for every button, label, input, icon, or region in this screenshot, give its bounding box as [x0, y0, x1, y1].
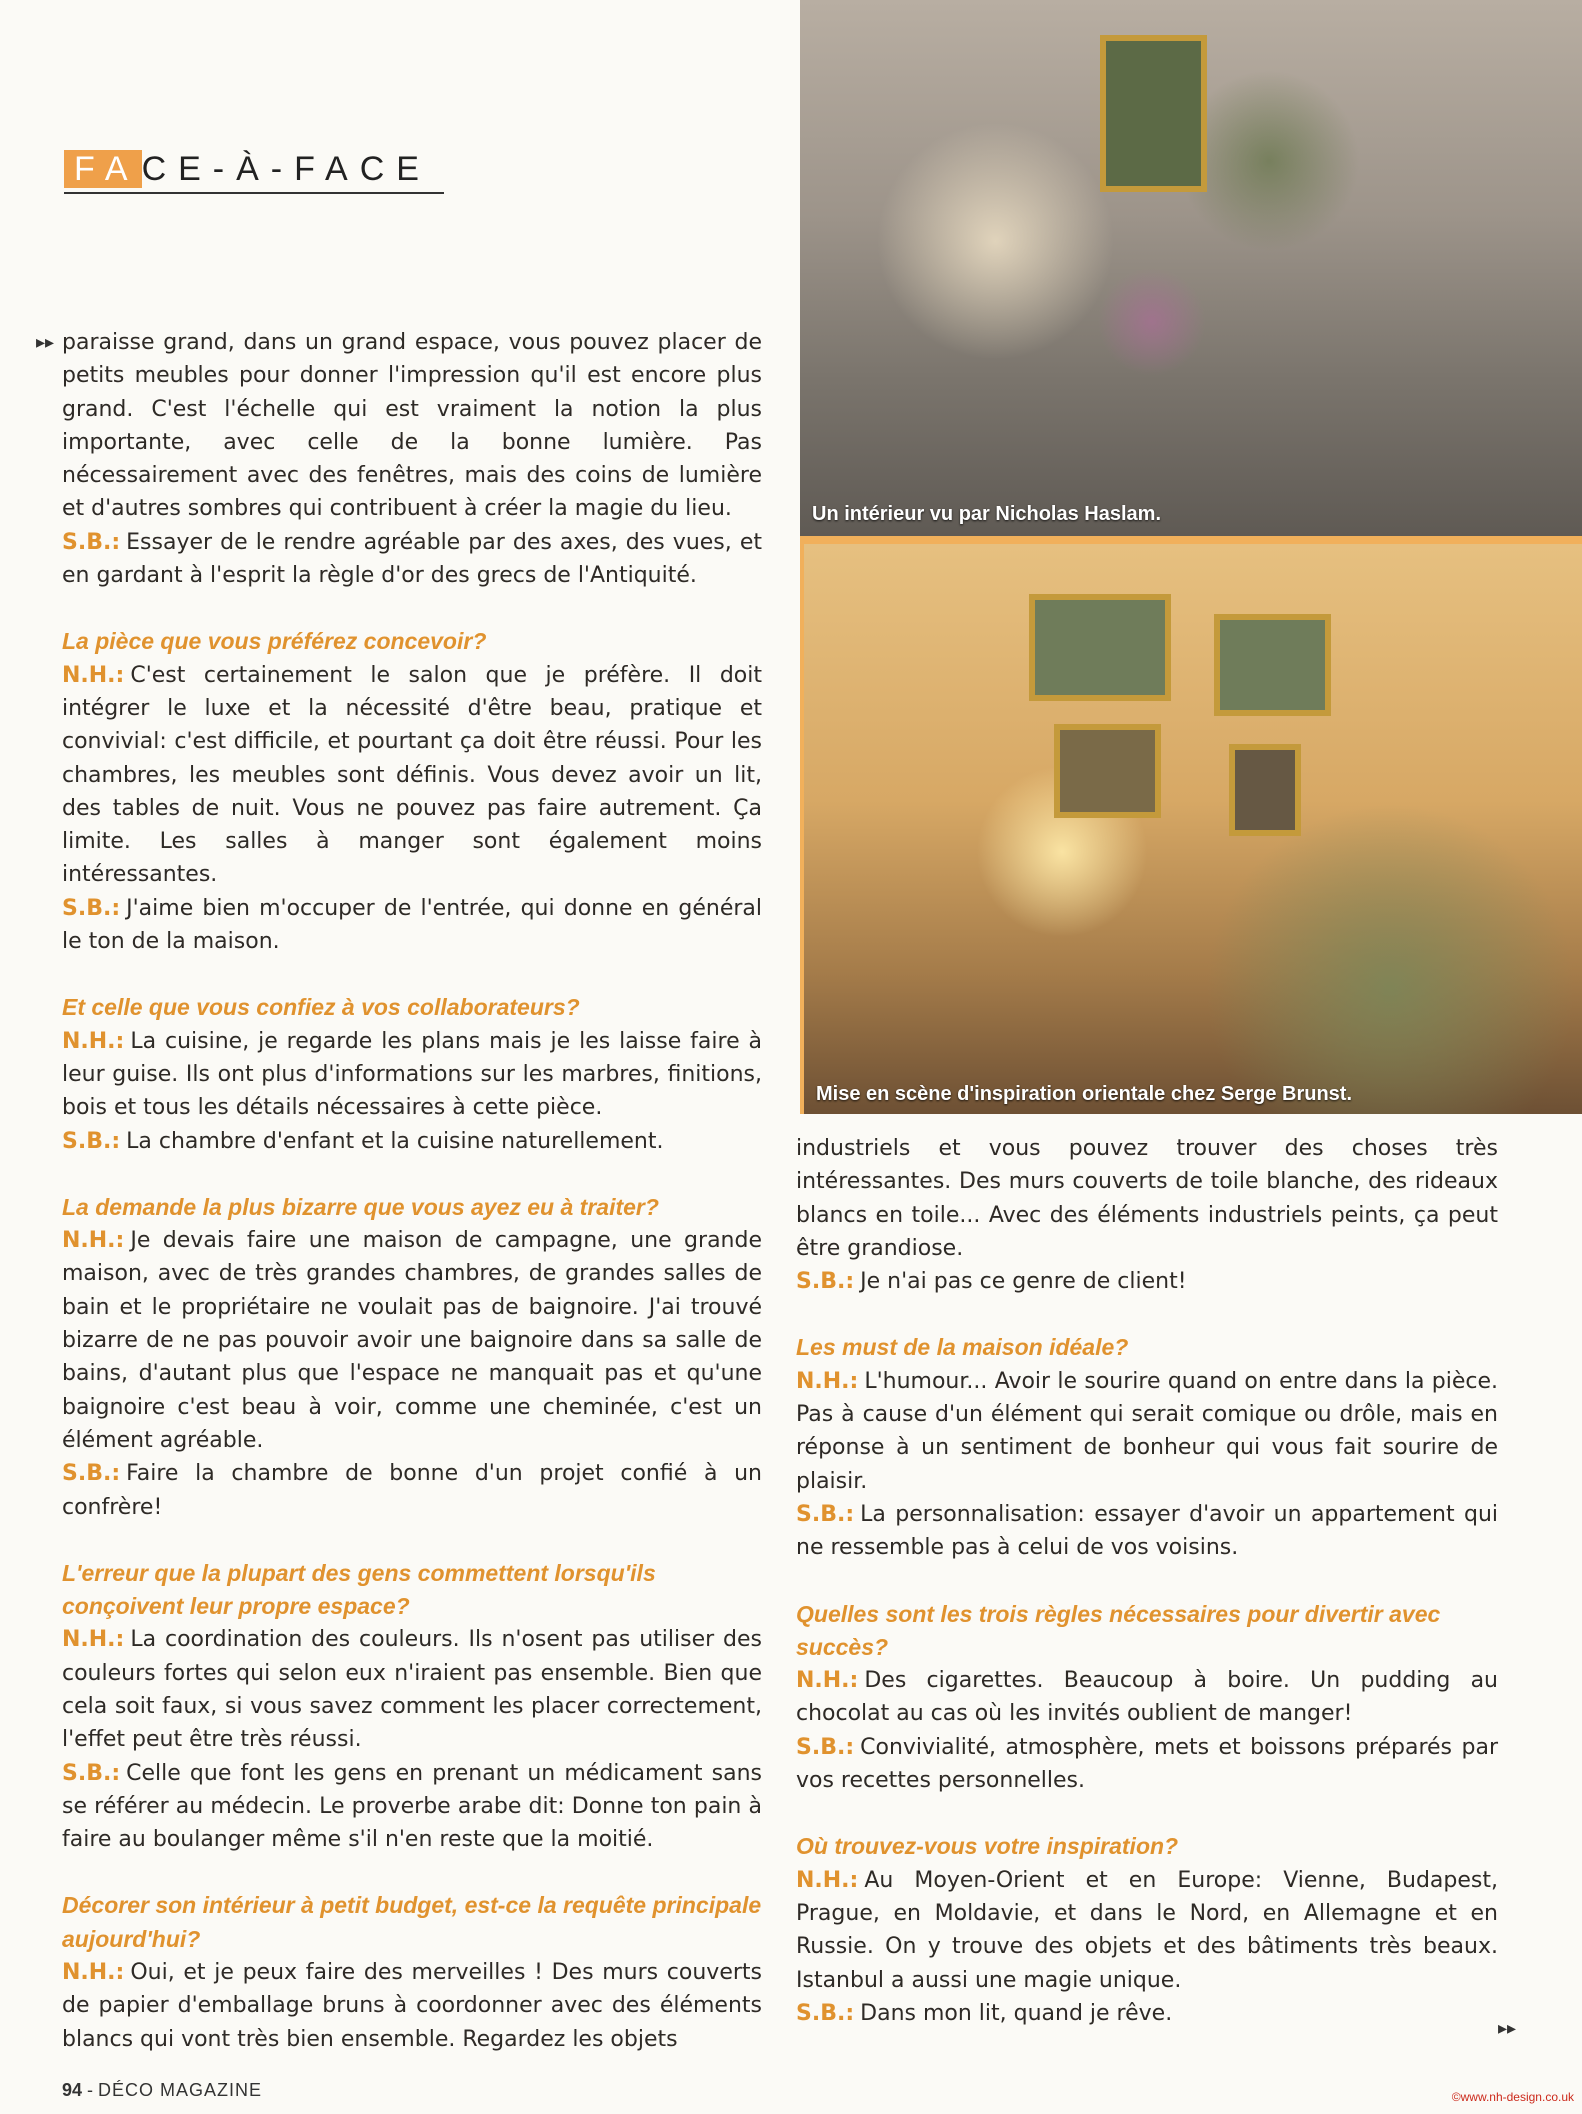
section-header	[64, 150, 454, 190]
footer-separator: -	[82, 2080, 99, 2100]
answer	[62, 1457, 762, 1524]
speaker-initials: N.H.:	[62, 1627, 125, 1653]
painting-frame	[1054, 724, 1161, 818]
qa-block	[62, 1889, 762, 2055]
question: La pièce que vous préférez concevoir?	[62, 628, 487, 655]
question: L'erreur que la plupart des gens commettent lorsqu'ils conçoivent leur propre espace?	[62, 1559, 656, 1620]
header-rest: CE-À-FACE	[141, 150, 431, 188]
question: Où trouvez-vous votre inspiration?	[796, 1833, 1179, 1860]
photo-interior-haslam	[800, 0, 1582, 536]
answer-text: La cuisine, je regarde les plans mais je les laisse faire à leur guise. Ils ont plus d'informations sur les marbres, finitions, bois et tous les détails nécessaires à cette pièce.	[62, 1028, 762, 1121]
answer	[796, 1864, 1498, 1997]
question: Les must de la maison idéale?	[796, 1334, 1129, 1361]
answer-text: La coordination des couleurs. Ils n'osent pas utiliser des couleurs fortes qui selon eux n'iraient pas ensemble. Bien que cela soit faux, si vous savez comment les placer correctement, l'effet peut être très réussi.	[62, 1627, 762, 1753]
question: Quelles sont les trois règles nécessaires pour divertir avec succès?	[796, 1600, 1441, 1660]
photo-interior-brunst	[800, 544, 1582, 1114]
left-column	[62, 326, 762, 2089]
right-column	[796, 1132, 1498, 2063]
qa-block	[796, 1598, 1498, 1798]
photo-caption-top: Un intérieur vu par Nicholas Haslam.	[812, 503, 1161, 525]
answer	[796, 1731, 1498, 1798]
answer-text: Faire la chambre de bonne d'un projet confié à un confrère!	[62, 1461, 762, 1520]
qa-block	[796, 1331, 1498, 1564]
speaker-initials: N.H.:	[62, 1960, 125, 1986]
answer	[62, 1224, 762, 1457]
answer	[796, 1365, 1498, 1498]
painting-frame	[1100, 35, 1207, 192]
answer	[62, 1125, 762, 1158]
speaker-initials: S.B.:	[796, 1734, 855, 1760]
speaker-initials: S.B.:	[796, 1501, 855, 1527]
header-underline	[64, 192, 444, 194]
speaker-initials: S.B.:	[62, 1461, 121, 1487]
speaker-initials: N.H.:	[62, 1028, 125, 1054]
qa-block	[62, 991, 762, 1157]
speaker-initials: S.B.:	[62, 1760, 121, 1786]
magazine-name: DÉCO MAGAZINE	[98, 2080, 263, 2100]
speaker-initials: N.H.:	[796, 1668, 859, 1694]
answer	[796, 1997, 1498, 2030]
photo-caption-bottom: Mise en scène d'inspiration orientale chez Serge Brunst.	[816, 1083, 1353, 1105]
answer-text: La chambre d'enfant et la cuisine naturellement.	[126, 1128, 664, 1154]
painting-frame	[1229, 744, 1301, 836]
answer	[796, 1664, 1498, 1731]
answer-text: Des cigarettes. Beaucoup à boire. Un pudding au chocolat au cas où les invités oublient de manger!	[796, 1668, 1498, 1727]
answer	[796, 1265, 1498, 1298]
answer	[62, 892, 762, 959]
qa-block	[796, 1830, 1498, 2030]
answer-text: J'aime bien m'occuper de l'entrée, qui donne en général le ton de la maison.	[62, 895, 762, 955]
answer-text: L'humour... Avoir le sourire quand on entre dans la pièce. Pas à cause d'un élément qui serait comique ou drôle, mais en réponse à un sentiment de bonheur qui vous fait sourire de plaisir.	[796, 1368, 1498, 1494]
answer	[62, 326, 762, 526]
speaker-initials: S.B.:	[62, 529, 121, 555]
answer	[62, 1623, 762, 1756]
answer-text: Dans mon lit, quand je rêve.	[860, 2000, 1173, 2026]
answer	[796, 1498, 1498, 1565]
answer	[62, 526, 762, 593]
answer-text: Au Moyen-Orient et en Europe: Vienne, Budapest, Prague, en Moldavie, et dans le Nord, en Allemagne et en Russie. On y trouve des objets et des bâtiments très beaux. Istanbul a aussi une magie unique.	[796, 1867, 1498, 1993]
speaker-initials: S.B.:	[62, 895, 121, 921]
answer-text: La personnalisation: essayer d'avoir un appartement qui ne ressemble pas à celui de vos voisins.	[796, 1501, 1498, 1561]
photo-credit: ©www.nh-design.co.uk	[1451, 2090, 1574, 2104]
answer-text: paraisse grand, dans un grand espace, vous pouvez placer de petits meubles pour donner l'impression qu'il est encore plus grand. C'est l'échelle qui est vraiment la notion la plus importante, avec celle de la bonne lumière. Pas nécessairement avec des fenêtres, mais des coins de lumière et d'autres sombres qui contribuent à créer la magie du lieu.	[62, 330, 762, 522]
painting-frame	[1214, 614, 1331, 716]
continuation-arrow-start: ▸▸	[36, 332, 55, 353]
page-number: 94	[62, 2080, 83, 2100]
question: Décorer son intérieur à petit budget, est-ce la requête principale aujourd'hui?	[62, 1892, 762, 1952]
qa-block	[62, 625, 762, 958]
qa-block	[62, 1191, 762, 1524]
answer-text: C'est certainement le salon que je préfère. Il doit intégrer le luxe et la nécessité d'être beau, pratique et convivial: c'est difficile, et pourtant ça doit être réussi. Pour les chambres, les meubles sont définis. Vous devez avoir un lit, des tables de nuit. Vous ne pouvez pas faire autrement. Ça limite. Les salles à manger sont également moins intéressantes.	[62, 662, 762, 888]
speaker-initials: N.H.:	[62, 1228, 125, 1254]
answer	[796, 1132, 1498, 1265]
photo-divider	[800, 536, 1582, 544]
qa-block	[62, 1557, 762, 1857]
answer	[62, 1025, 762, 1125]
question: Et celle que vous confiez à vos collaborateurs?	[62, 994, 580, 1021]
answer	[62, 659, 762, 892]
answer-text: industriels et vous pouvez trouver des choses très intéressantes. Des murs couverts de toile blanche, des rideaux blancs en toile... Avec des éléments industriels peints, ça peut être grandiose.	[796, 1136, 1498, 1261]
painting-frame	[1029, 594, 1171, 701]
speaker-initials: S.B.:	[796, 1269, 855, 1295]
answer-text: Convivialité, atmosphère, mets et boissons préparés par vos recettes personnelles.	[796, 1734, 1498, 1794]
answer	[62, 1956, 762, 2056]
answer-text: Celle que font les gens en prenant un médicament sans se référer au médecin. Le proverbe arabe dit: Donne ton pain à faire au boulanger même s'il n'en reste que la moitié.	[62, 1760, 762, 1853]
qa-block	[62, 326, 762, 592]
answer-text: Oui, et je peux faire des merveilles ! Des murs couverts de papier d'emballage bruns à coordonner avec des éléments blancs qui vont très bien ensemble. Regardez les objets	[62, 1960, 762, 2052]
page-footer	[62, 2080, 262, 2101]
question: La demande la plus bizarre que vous ayez eu à traiter?	[62, 1193, 659, 1220]
qa-block	[796, 1132, 1498, 1298]
speaker-initials: S.B.:	[796, 2000, 855, 2026]
header-highlight: FA	[64, 150, 142, 188]
speaker-initials: N.H.:	[796, 1368, 859, 1394]
answer-text: Essayer de le rendre agréable par des axes, des vues, et en gardant à l'esprit la règle d'or des grecs de l'Antiquité.	[62, 529, 762, 589]
answer-text: Je devais faire une maison de campagne, une grande maison, avec de très grandes chambres, de grandes salles de bain et le propriétaire ne voulait pas de baignoire. J'ai trouvé bizarre de ne pas pouvoir avoir une baignoire dans sa salle de bains, d'autant plus que l'espace ne manquait pas et qu'une baignoire c'est beau à voir, comme une cheminée, c'est un élément agréable.	[62, 1228, 762, 1453]
speaker-initials: N.H.:	[796, 1867, 859, 1893]
speaker-initials: N.H.:	[62, 662, 125, 688]
speaker-initials: S.B.:	[62, 1128, 121, 1154]
answer-text: Je n'ai pas ce genre de client!	[860, 1269, 1187, 1295]
answer	[62, 1757, 762, 1857]
continuation-arrow-end: ▸▸	[1498, 2018, 1517, 2039]
